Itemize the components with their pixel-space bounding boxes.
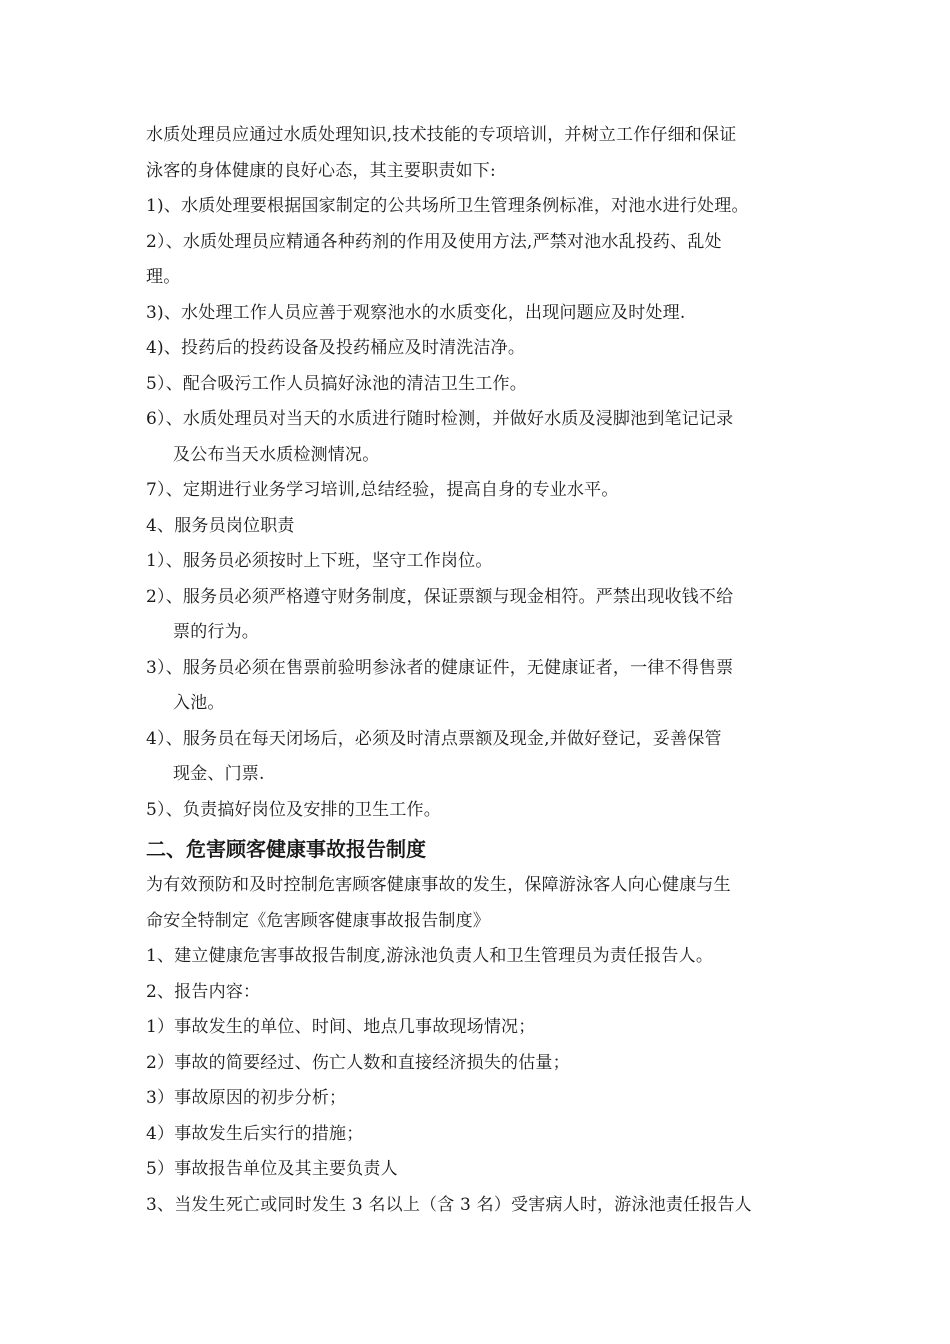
document-page <box>146 118 818 1223</box>
list-item: 5）事故报告单位及其主要负责人 <box>146 1159 398 1179</box>
paragraph-line: 为有效预防和及时控制危害顾客健康事故的发生，保障游泳客人向心健康与生 <box>146 875 731 895</box>
list-item: 2）事故的简要经过、伤亡人数和直接经济损失的估量； <box>146 1052 570 1073</box>
list-item: 4）、服务员在每天闭场后，必须及时清点票额及现金,并做好登记，妥善保管 <box>146 728 722 749</box>
list-item: 2、报告内容： <box>146 981 261 1002</box>
paragraph-line: 泳客的身体健康的良好心态，其主要职责如下: <box>146 160 496 181</box>
list-item: 5）、负责搞好岗位及安排的卫生工作。 <box>146 799 441 820</box>
list-item: 2）、服务员必须严格遵守财务制度，保证票额与现金相符。严禁出现收钱不给 <box>146 586 734 607</box>
list-item-continuation: 现金、门票. <box>173 764 265 784</box>
list-item: 1、建立健康危害事故报告制度,游泳池负责人和卫生管理员为责任报告人。 <box>146 946 714 966</box>
paragraph-line: 命安全特制定《危害顾客健康事故报告制度》 <box>146 910 490 931</box>
list-item: 1）事故发生的单位、时间、地点几事故现场情况； <box>146 1017 536 1037</box>
list-item: 4）事故发生后实行的措施； <box>146 1123 364 1144</box>
list-item: 3)、水处理工作人员应善于观察池水的水质变化，出现问题应及时处理. <box>146 302 686 323</box>
list-item: 4)、投药后的投药设备及投药桶应及时清洗洁净。 <box>146 338 526 358</box>
list-item-continuation: 理。 <box>146 267 181 287</box>
list-item: 6）、水质处理员对当天的水质进行随时检测，并做好水质及浸脚池到笔记记录 <box>146 409 734 429</box>
list-item-continuation: 票的行为。 <box>173 622 259 642</box>
section-subtitle: 4、服务员岗位职责 <box>146 515 295 536</box>
list-item: 1）、服务员必须按时上下班，坚守工作岗位。 <box>146 551 493 571</box>
list-item: 3）、服务员必须在售票前验明参泳者的健康证件，无健康证者，一律不得售票 <box>146 657 734 678</box>
list-item: 3、当发生死亡或同时发生 3 名以上（含 3 名）受害病人时，游泳池责任报告人 <box>146 1194 752 1215</box>
list-item-continuation: 入池。 <box>173 693 225 713</box>
paragraph-line: 水质处理员应通过水质处理知识,技术技能的专项培训，并树立工作仔细和保证 <box>146 125 737 145</box>
section-heading: 二、危害顾客健康事故报告制度 <box>146 837 426 861</box>
list-item: 3）事故原因的初步分析； <box>146 1088 347 1108</box>
list-item: 1)、水质处理要根据国家制定的公共场所卫生管理条例标准，对池水进行处理。 <box>146 196 749 216</box>
list-item: 2）、水质处理员应精通各种药剂的作用及使用方法,严禁对池水乱投药、乱处 <box>146 231 722 252</box>
list-item: 7）、定期进行业务学习培训,总结经验，提高自身的专业水平。 <box>146 480 619 500</box>
list-item: 5）、配合吸污工作人员搞好泳池的清洁卫生工作。 <box>146 373 527 394</box>
list-item-continuation: 及公布当天水质检测情况。 <box>173 444 380 465</box>
